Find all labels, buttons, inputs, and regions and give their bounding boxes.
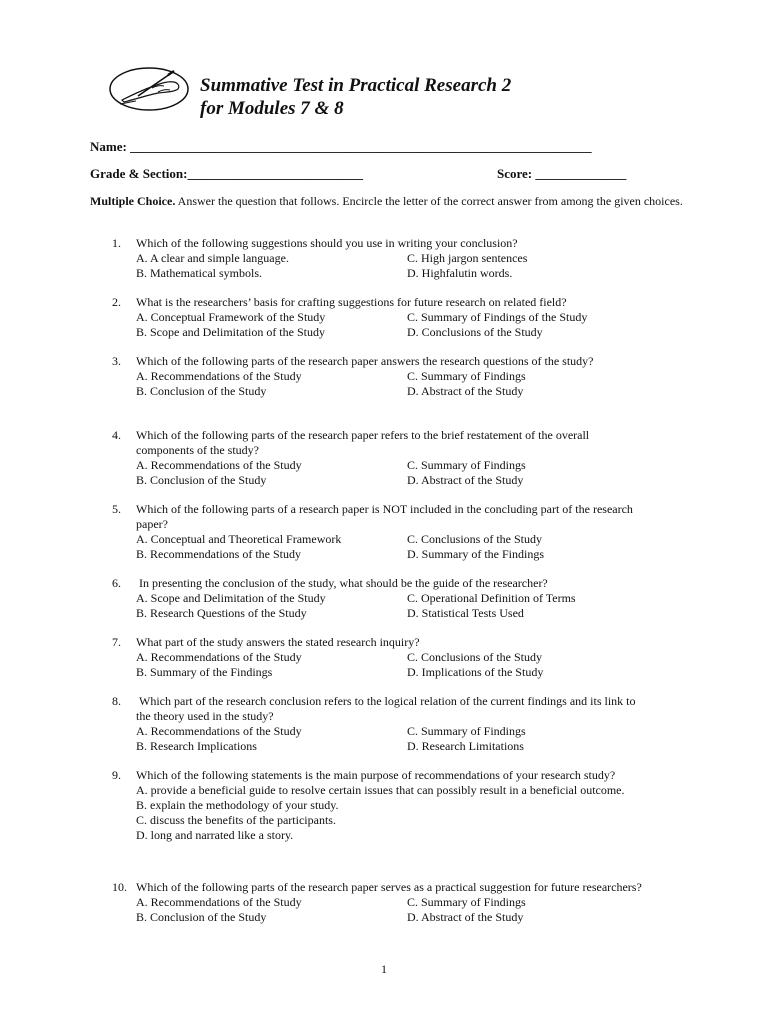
option[interactable]: A. Conceptual Framework of the Study [136,310,326,324]
option[interactable]: C. Operational Definition of Terms [407,591,576,605]
option[interactable]: A. Recommendations of the Study [136,650,302,664]
question-stem: Which part of the research conclusion refers to the logical relation of the current findings and its link to the theory used in the study? [136,694,639,723]
grade-section-row [90,166,363,182]
question-number: 6. [112,576,121,590]
option[interactable]: D. Highfalutin words. [407,266,513,280]
question-6 [112,576,672,621]
question-number: 10. [112,880,127,894]
question-number: 8. [112,694,121,708]
option[interactable]: C. discuss the benefits of the participants. [136,813,336,827]
question-stem: Which of the following parts of the research paper serves as a practical suggestion for future researchers? [136,880,642,894]
question-number: 1. [112,236,121,250]
name-row [90,139,592,155]
option[interactable]: B. Conclusion of the Study [136,384,267,398]
question-9 [112,768,672,843]
option[interactable]: C. Summary of Findings of the Study [407,310,588,324]
question-10 [112,880,672,925]
option[interactable]: A. Recommendations of the Study [136,458,302,472]
score-label: Score: [497,166,533,181]
question-stem: What is the researchers’ basis for crafting suggestions for future research on related field? [136,295,567,309]
title-line-1: Summative Test in Practical Research 2 [200,75,512,96]
option[interactable]: B. Research Implications [136,739,257,753]
option[interactable]: B. Summary of the Findings [136,665,273,679]
option[interactable]: D. Abstract of the Study [407,384,524,398]
name-field[interactable]: _______________________________________________________________________ [130,139,592,154]
option[interactable]: D. Abstract of the Study [407,473,524,487]
score-row [497,166,626,182]
instructions-heading: Multiple Choice. [90,194,176,208]
option[interactable]: D. Conclusions of the Study [407,325,543,339]
option[interactable]: C. Summary of Findings [407,895,526,909]
score-field[interactable]: ______________ [535,166,627,181]
question-4 [112,428,672,488]
question-5 [112,502,672,562]
question-7 [112,635,672,680]
option[interactable]: B. Conclusion of the Study [136,473,267,487]
option[interactable]: D. Research Limitations [407,739,524,753]
option[interactable]: A. Recommendations of the Study [136,895,302,909]
question-1 [112,236,672,281]
question-stem: In presenting the conclusion of the study, what should be the guide of the researcher? [136,576,548,590]
question-2 [112,295,672,340]
question-number: 9. [112,768,121,782]
instructions [90,194,690,209]
grade-section-label: Grade & Section: [90,166,188,181]
question-number: 3. [112,354,121,368]
option[interactable]: B. Mathematical symbols. [136,266,262,280]
option[interactable]: C. High jargon sentences [407,251,528,265]
option[interactable]: B. Scope and Delimitation of the Study [136,325,325,339]
question-stem: What part of the study answers the stated research inquiry? [136,635,420,649]
instructions-text: Answer the question that follows. Encircle the letter of the correct answer from among the given choices. [177,194,683,208]
option[interactable]: A. Conceptual and Theoretical Framework [136,532,342,546]
option[interactable]: B. Recommendations of the Study [136,547,301,561]
hand-writing-logo-icon [108,66,190,112]
question-3 [112,354,672,399]
option[interactable]: D. Summary of the Findings [407,547,544,561]
name-label: Name: [90,139,127,154]
question-number: 4. [112,428,121,442]
option[interactable]: D. long and narrated like a story. [136,828,294,842]
page-title [200,74,511,120]
question-number: 5. [112,502,121,516]
question-stem: Which of the following statements is the main purpose of recommendations of your research study? [136,768,616,782]
option[interactable]: D. Statistical Tests Used [407,606,524,620]
option[interactable]: C. Summary of Findings [407,369,526,383]
grade-section-field[interactable]: ___________________________ [187,166,363,181]
question-number: 7. [112,635,121,649]
question-stem: Which of the following suggestions should you use in writing your conclusion? [136,236,518,250]
option[interactable]: C. Summary of Findings [407,458,526,472]
question-number: 2. [112,295,121,309]
option[interactable]: B. Conclusion of the Study [136,910,267,924]
option[interactable]: C. Conclusions of the Study [407,532,543,546]
option[interactable]: A. Scope and Delimitation of the Study [136,591,326,605]
question-stem: Which of the following parts of a research paper is NOT included in the concluding part of the research paper? [136,502,633,531]
option[interactable]: C. Summary of Findings [407,724,526,738]
question-8 [112,694,672,754]
option[interactable]: A. Recommendations of the Study [136,724,302,738]
option[interactable]: D. Abstract of the Study [407,910,524,924]
question-stem: Which of the following parts of the research paper refers to the brief restatement of the overall components of the study? [136,428,590,457]
option[interactable]: B. Research Questions of the Study [136,606,307,620]
option[interactable]: A. provide a beneficial guide to resolve certain issues that can possibly result in a beneficial outcome. [136,783,625,797]
question-stem: Which of the following parts of the research paper answers the research questions of the study? [136,354,594,368]
option[interactable]: C. Conclusions of the Study [407,650,543,664]
page-number: 1 [381,962,387,976]
title-line-2: for Modules 7 & 8 [200,98,344,119]
option[interactable]: A. Recommendations of the Study [136,369,302,383]
option[interactable]: D. Implications of the Study [407,665,544,679]
option[interactable]: B. explain the methodology of your study. [136,798,339,812]
option[interactable]: A. A clear and simple language. [136,251,289,265]
